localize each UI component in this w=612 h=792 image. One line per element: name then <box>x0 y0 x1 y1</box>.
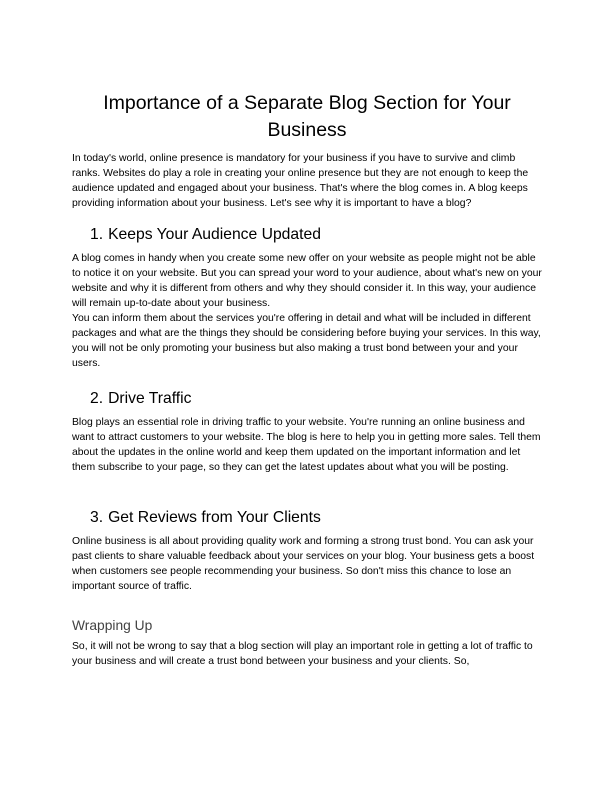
section-heading-text: Drive Traffic <box>108 390 192 407</box>
intro-paragraph: In today's world, online presence is mandatory for your business if you have to survive and climb ranks. Websites do play a role in creating your online presence but they are not enough to keep the audience updated and engaged about your business. That's where the blog comes in. A blog keeps providing information about your business. Let's see why it is important to have a blog? <box>72 153 529 209</box>
section-number: 3. <box>90 509 104 526</box>
section-number: 2. <box>90 390 104 407</box>
section-number: 1. <box>90 226 104 243</box>
section-3-paragraph-1: Online business is all about providing quality work and forming a strong trust bond. You can ask your past clients to share valuable feedback about your services on your blog. Your business gets a boost when customers see people recommending your business. So don't miss this chance to lose an important source of traffic. <box>72 536 535 592</box>
section-heading-text: Keeps Your Audience Updated <box>108 226 321 243</box>
section-heading-get-reviews <box>72 508 542 528</box>
document-page <box>72 90 542 669</box>
wrapping-up-paragraph: So, it will not be wrong to say that a blog section will play an important role in getting a lot of traffic to your business and will create a trust bond between your business and your clients. So, <box>72 641 533 667</box>
section-heading-text: Get Reviews from Your Clients <box>108 509 321 526</box>
section-1-paragraph-1: A blog comes in handy when you create some new offer on your website as people might not be able to notice it on your website. But you can spread your word to your audience, about what's new on your website and why it is different from others and why they should consider it. In this way, your audience will remain up-to-date about your business. <box>72 253 542 309</box>
section-heading-keeps-audience-updated <box>72 225 542 245</box>
document-title: Importance of a Separate Blog Section for Your Business <box>103 92 511 141</box>
section-1-paragraph-2: You can inform them about the services you're offering in detail and what will be included in different packages and what are the things they should be considering before buying your services. In this way, you will not be only promoting your business but also making a trust bond between your and your users. <box>72 313 541 369</box>
wrapping-up-heading: Wrapping Up <box>72 618 153 633</box>
section-2-paragraph-1: Blog plays an essential role in driving traffic to your website. You're running an online business and want to attract customers to your website. The blog is here to help you in getting more sales. Tell them about the updates in the online world and keep them updated on the important information and let them subscribe to your page, so they can get the latest updates about what you will be posting. <box>72 417 541 473</box>
section-heading-drive-traffic <box>72 389 542 409</box>
